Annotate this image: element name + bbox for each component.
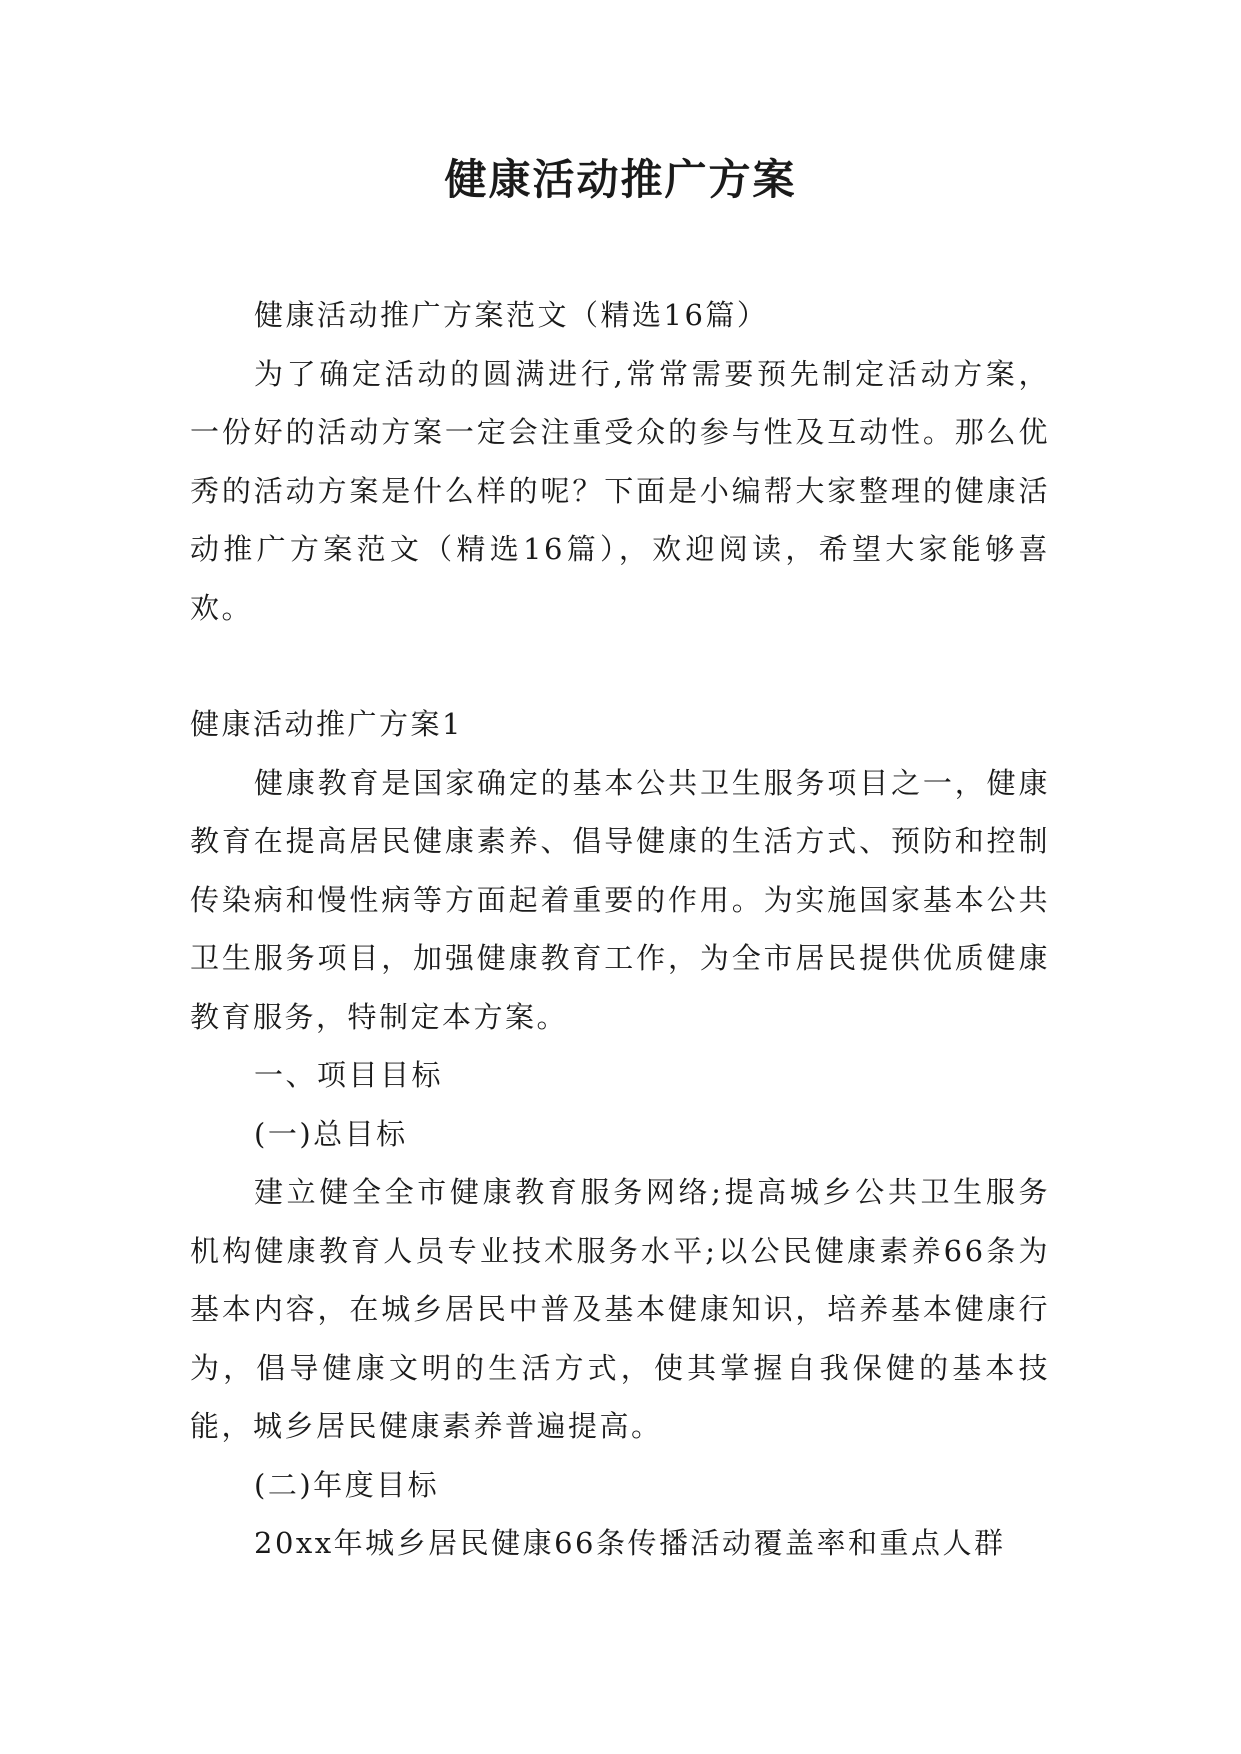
heading-annual-goal: (二)年度目标 — [254, 1467, 440, 1502]
paragraph-subtitle: 健康活动推广方案范文（精选16篇） — [254, 298, 769, 332]
paragraph-health-education: 健康教育是国家确定的基本公共卫生服务项目之一，健康教育在提高居民健康素养、倡导健康的生活方式、预防和控制传染病和慢性病等方面起着重要的作用。为实施国家基本公共卫生服务项目，加强健康教育工作，为全市居民提供优质健康教育服务，特制定本方案。 — [190, 765, 1050, 1034]
heading-overall-goal: (一)总目标 — [254, 1116, 408, 1151]
section-heading: 健康活动推广方案1 — [190, 707, 463, 741]
heading-project-goals: 一、项目目标 — [254, 1058, 444, 1092]
document-body — [190, 286, 1050, 1573]
paragraph-overall-goal: 建立健全全市健康教育服务网络;提高城乡公共卫生服务机构健康教育人员专业技术服务水平;以公民健康素养66条为基本内容，在城乡居民中普及基本健康知识，培养基本健康行为，倡导健康文明的生活方式，使其掌握自我保健的基本技能，城乡居民健康素养普遍提高。 — [190, 1175, 1050, 1443]
paragraph-intro: 为了确定活动的圆满进行,常常需要预先制定活动方案，一份好的活动方案一定会注重受众的参与性及互动性。那么优秀的活动方案是什么样的呢？下面是小编帮大家整理的健康活动推广方案范文（精选16篇），欢迎阅读，希望大家能够喜欢。 — [190, 356, 1050, 625]
paragraph-spacer — [190, 637, 1050, 695]
document-title: 健康活动推广方案 — [444, 155, 797, 204]
paragraph-annual-goal: 20xx年城乡居民健康66条传播活动覆盖率和重点人群 — [254, 1526, 1006, 1560]
